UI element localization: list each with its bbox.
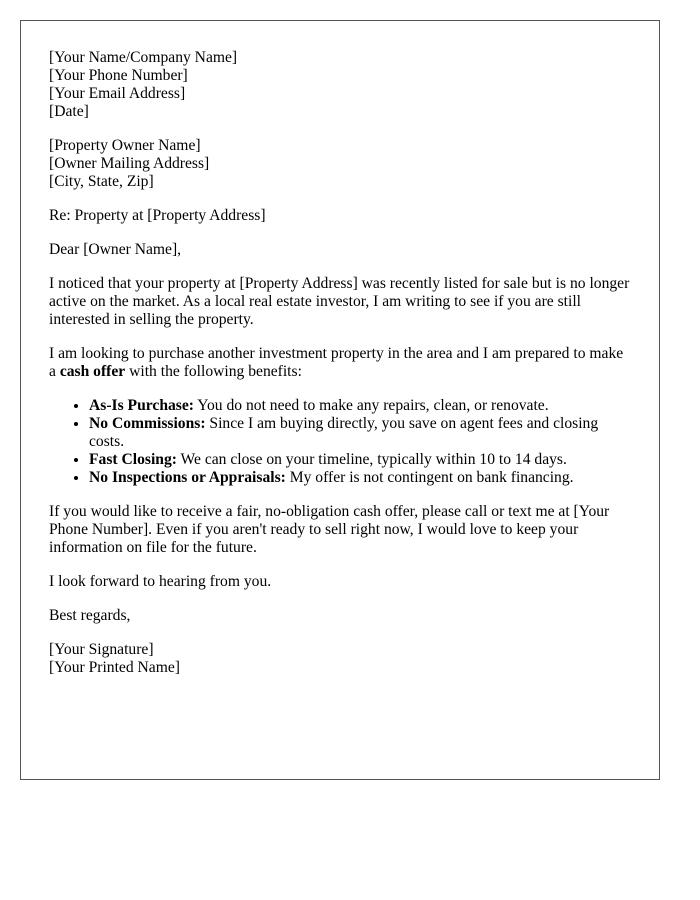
benefit-text: Since I am buying directly, you save on agent fees and closing costs. xyxy=(89,415,599,450)
recipient-city-state-zip: [City, State, Zip] xyxy=(49,173,154,190)
sender-name: [Your Name/Company Name] xyxy=(49,49,238,66)
printed-name: [Your Printed Name] xyxy=(49,659,180,676)
list-item xyxy=(89,397,631,415)
offer-text-before: I am looking to purchase another investment property in the area and I am prepared to make a xyxy=(49,345,624,380)
closing-remark: I look forward to hearing from you. xyxy=(49,573,272,590)
intro-paragraph: I noticed that your property at [Property Address] was recently listed for sale but is no longer active on the market. As a local real estate investor, I am writing to see if you are still interested in selling the property. xyxy=(49,275,630,328)
benefit-title: As-Is Purchase: xyxy=(89,397,194,414)
benefit-title: No Inspections or Appraisals: xyxy=(89,469,286,486)
salutation: Dear [Owner Name], xyxy=(49,241,182,258)
recipient-address: [Owner Mailing Address] xyxy=(49,155,210,172)
signature: [Your Signature] xyxy=(49,641,154,658)
sender-phone: [Your Phone Number] xyxy=(49,67,188,84)
list-item xyxy=(89,469,631,487)
benefit-text: You do not need to make any repairs, clean, or renovate. xyxy=(193,397,549,414)
benefit-title: No Commissions: xyxy=(89,415,206,432)
recipient-name: [Property Owner Name] xyxy=(49,137,201,154)
offer-emphasis: cash offer xyxy=(59,363,126,380)
closing: Best regards, xyxy=(49,607,131,624)
signature-block xyxy=(49,641,631,677)
letter-page xyxy=(20,20,660,780)
offer-text-after: with the following benefits: xyxy=(125,363,302,380)
call-to-action-paragraph: If you would like to receive a fair, no-obligation cash offer, please call or text me at [Your Phone Number]. Even if you aren't ready to sell right now, I would love to keep your information on file for the future. xyxy=(49,503,610,556)
list-item xyxy=(89,415,631,451)
benefits-list xyxy=(49,397,631,487)
subject-line: Re: Property at [Property Address] xyxy=(49,207,266,224)
list-item xyxy=(89,451,631,469)
benefit-text: We can close on your timeline, typically within 10 to 14 days. xyxy=(176,451,567,468)
benefit-text: My offer is not contingent on bank financing. xyxy=(285,469,574,486)
offer-paragraph xyxy=(49,345,631,381)
sender-block xyxy=(49,49,631,121)
recipient-block xyxy=(49,137,631,191)
letter-date: [Date] xyxy=(49,103,89,120)
sender-email: [Your Email Address] xyxy=(49,85,186,102)
benefit-title: Fast Closing: xyxy=(89,451,177,468)
